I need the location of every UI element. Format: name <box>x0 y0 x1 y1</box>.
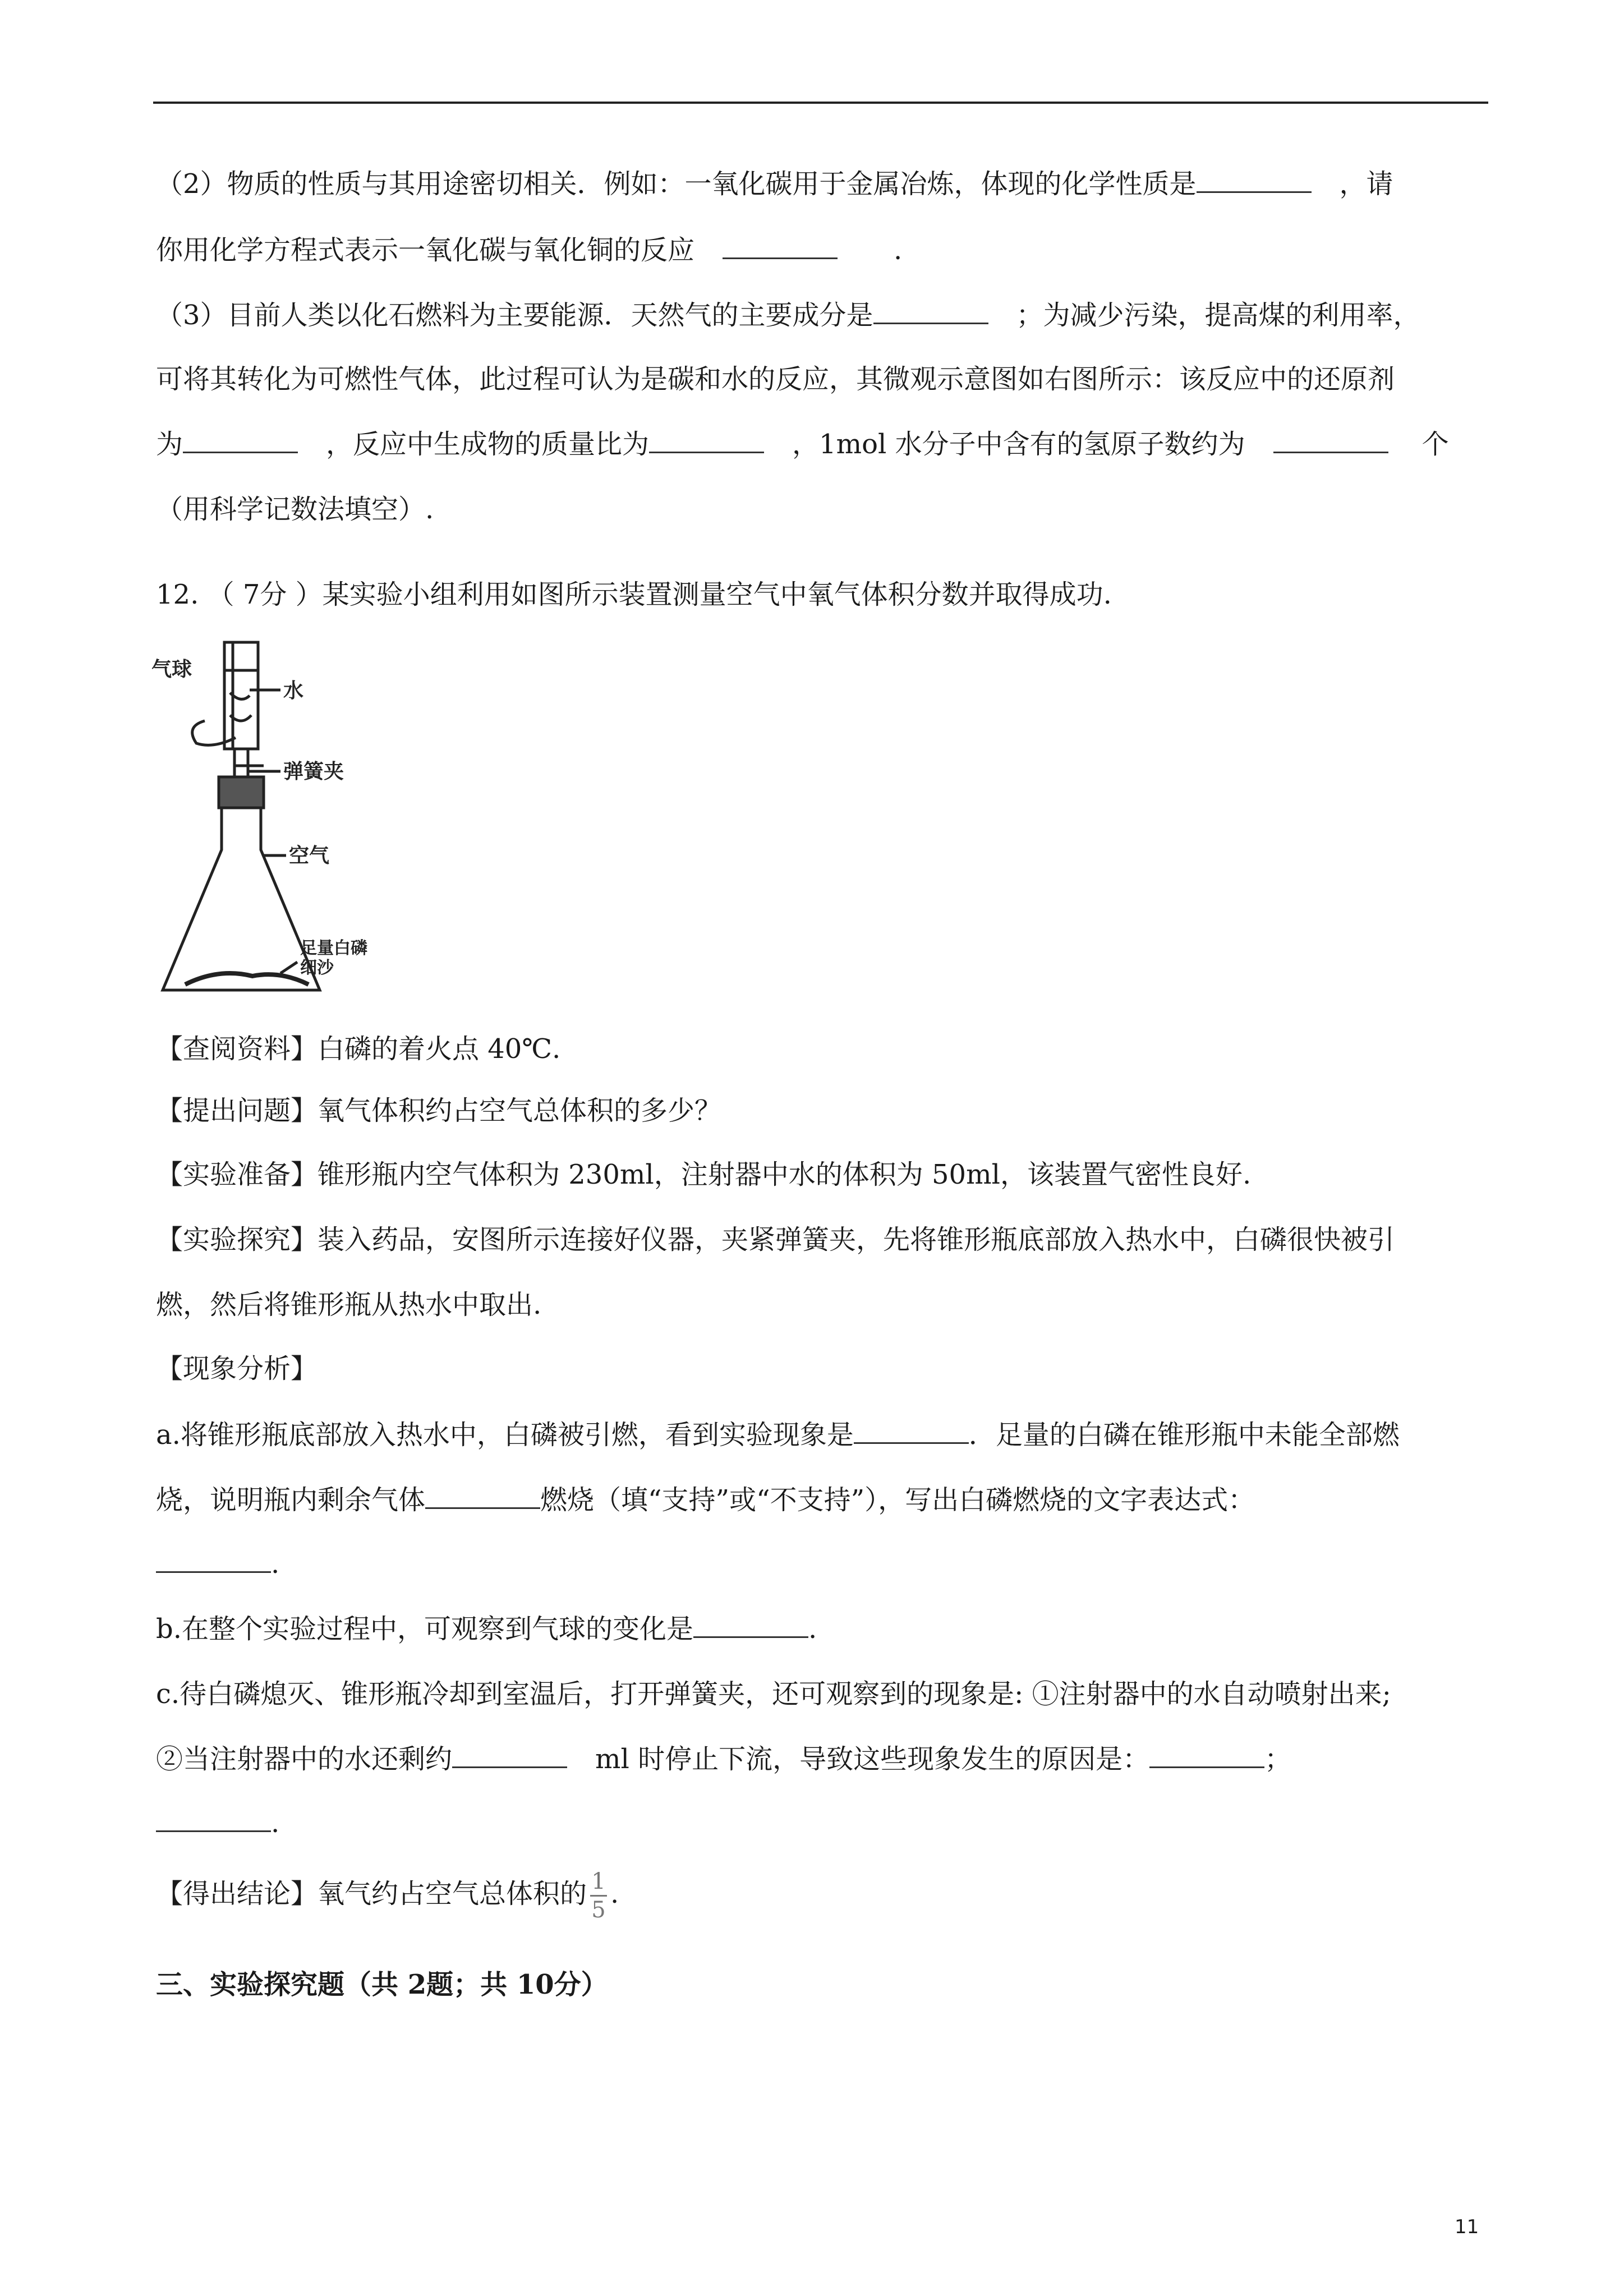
answer-blank[interactable] <box>1197 169 1312 193</box>
answer-blank[interactable] <box>452 1744 567 1768</box>
text: ，请 <box>1339 168 1393 200</box>
analysis-c-line-1: c.待白磷熄灭、锥形瓶冷却到室温后，打开弹簧夹，还可观察到的现象是: ①注射器中的水自动喷射出来; <box>156 1678 1391 1710</box>
text: . <box>271 1807 280 1839</box>
label-water: 水 <box>283 679 304 702</box>
explore-line-2: 燃，然后将锥形瓶从热水中取出. <box>156 1289 542 1320</box>
q2-line-2 <box>156 233 902 267</box>
text: （2）物质的性质与其用途密切相关．例如：一氧化碳用于金属冶炼，体现的化学性质是 <box>156 168 1197 200</box>
balloon-icon <box>192 721 236 745</box>
answer-blank[interactable] <box>693 1614 808 1638</box>
text: ②当注射器中的水还剩约 <box>156 1743 453 1775</box>
q3-line-4: （用科学记数法填空）. <box>156 494 434 525</box>
syringe-icon <box>224 642 258 749</box>
analysis-b-line <box>156 1612 817 1646</box>
analysis-a-line-2 <box>156 1483 1255 1517</box>
answer-blank[interactable] <box>649 429 764 453</box>
fraction-numerator: 1 <box>591 1869 606 1894</box>
answer-blank[interactable] <box>183 429 298 453</box>
page-number: 11 <box>1455 2216 1479 2238</box>
text: ，反应中生成物的质量比为 <box>326 429 650 460</box>
text: a.将锥形瓶底部放入热水中，白磷被引燃，看到实验现象是 <box>156 1419 854 1451</box>
label-balloon: 气球 <box>151 658 192 681</box>
text: 燃烧（填“支持”或“不支持”），写出白磷燃烧的文字表达式： <box>540 1484 1255 1516</box>
q3-line-1 <box>156 298 1420 332</box>
header-rule <box>153 102 1488 104</box>
analysis-a-line-3 <box>156 1547 279 1581</box>
text: . <box>894 234 903 266</box>
answer-blank[interactable] <box>1273 429 1388 453</box>
text: b.在整个实验过程中，可观察到气球的变化是 <box>156 1613 693 1645</box>
label-air: 空气 <box>289 844 330 867</box>
text: 个 <box>1421 429 1449 460</box>
text: ml 时停止下流，导致这些现象发生的原因是： <box>595 1743 1150 1775</box>
text: . <box>808 1613 817 1645</box>
fraction <box>590 1869 607 1922</box>
q3-line-2: 可将其转化为可燃性气体，此过程可认为是碳和水的反应，其微观示意图如右图所示：该反应中的还原剂 <box>156 364 1395 395</box>
text: （3）目前人类以化石燃料为主要能源．天然气的主要成分是 <box>156 300 873 331</box>
answer-blank[interactable] <box>854 1420 969 1444</box>
answer-blank[interactable] <box>723 235 838 259</box>
apparatus-diagram <box>151 631 466 1001</box>
fraction-bar <box>590 1895 607 1897</box>
text: ．足量的白磷在锥形瓶中未能全部燃 <box>968 1419 1400 1451</box>
text: ； <box>1264 1743 1292 1775</box>
explore-line-1: 【实验探究】装入药品，安图所示连接好仪器，夹紧弹簧夹，先将锥形瓶底部放入热水中，白磷很快被引 <box>156 1224 1395 1255</box>
analysis-c-line-3 <box>156 1806 279 1840</box>
prep-line: 【实验准备】锥形瓶内空气体积为 230ml，注射器中水的体积为 50ml，该装置气密性良好. <box>156 1159 1252 1190</box>
stopper-icon <box>219 777 264 808</box>
answer-blank[interactable] <box>1149 1744 1264 1768</box>
text: . <box>271 1548 280 1580</box>
text: ；为减少污染，提高煤的利用率， <box>1016 300 1420 331</box>
fraction-denominator: 5 <box>591 1897 606 1923</box>
text: 烧，说明瓶内剩余气体 <box>156 1484 426 1516</box>
answer-blank[interactable] <box>156 1549 271 1573</box>
question-line: 【提出问题】氧气体积约占空气总体积的多少？ <box>156 1095 722 1126</box>
section-3-heading: 三、实验探究题（共 2题；共 10分） <box>156 1969 608 2000</box>
q12-title: 12. （ 7分 ）某实验小组利用如图所示装置测量空气中氧气体积分数并取得成功. <box>156 579 1112 610</box>
answer-blank[interactable] <box>873 300 988 324</box>
text: ，1mol 水分子中含有的氢原子数约为 <box>792 429 1245 460</box>
label-phosphorus: 足量白磷 <box>300 938 367 958</box>
label-sand: 细沙 <box>300 958 334 978</box>
text: 为 <box>156 429 183 460</box>
text: 你用化学方程式表示一氧化碳与氧化铜的反应 <box>156 234 695 266</box>
conclusion-line <box>156 1869 619 1922</box>
text: 【得出结论】氧气约占空气总体积的 <box>156 1878 587 1910</box>
text: . <box>610 1878 619 1910</box>
analysis-title: 【现象分析】 <box>156 1353 318 1384</box>
lookup-line: 【查阅资料】白磷的着火点 40℃. <box>156 1033 561 1065</box>
answer-blank[interactable] <box>425 1485 540 1509</box>
label-clip: 弹簧夹 <box>283 760 344 783</box>
analysis-a-line-1 <box>156 1418 1400 1452</box>
q3-line-3 <box>156 427 1449 461</box>
q2-line-1 <box>156 167 1393 201</box>
answer-blank[interactable] <box>156 1808 271 1832</box>
analysis-c-line-2 <box>156 1742 1291 1776</box>
